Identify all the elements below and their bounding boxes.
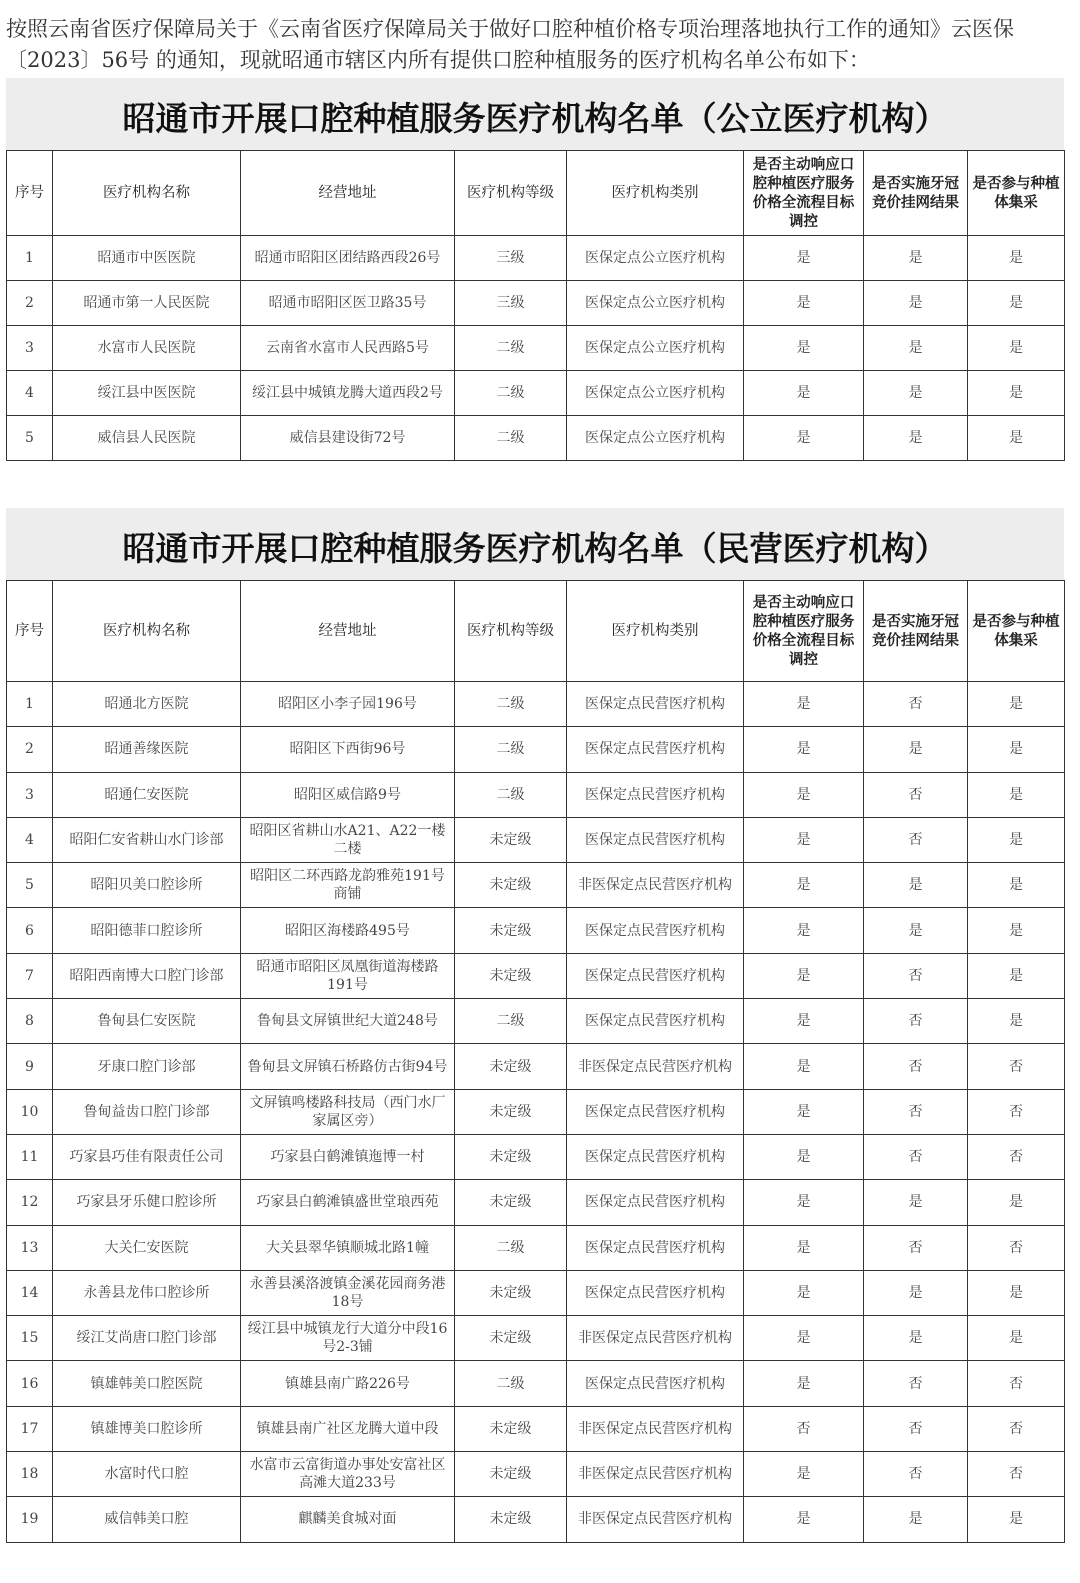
cell-name: 巧家县巧佳有限责任公司 xyxy=(53,1134,241,1179)
cell-category: 医保定点民营医疗机构 xyxy=(567,908,744,953)
table-row xyxy=(7,953,1065,998)
header-implant-procurement: 是否参与种植体集采 xyxy=(968,151,1065,236)
cell-implant-procurement: 是 xyxy=(968,1180,1065,1225)
table-row xyxy=(7,1497,1065,1542)
table-row xyxy=(7,1134,1065,1179)
cell-crown-bidding: 否 xyxy=(864,1089,968,1134)
table-row xyxy=(7,999,1065,1044)
cell-crown-bidding: 否 xyxy=(864,953,968,998)
cell-implant-procurement: 否 xyxy=(968,1134,1065,1179)
cell-name: 永善县龙伟口腔诊所 xyxy=(53,1270,241,1315)
intro-paragraph: 按照云南省医疗保障局关于《云南省医疗保障局关于做好口腔种植价格专项治理落地执行工作的通知》云医保〔2023〕56号 的通知，现就昭通市辖区内所有提供口腔种植服务的医疗机构名单公布如下： xyxy=(6,17,1014,72)
cell-price-control: 是 xyxy=(744,1497,864,1542)
cell-address: 绥江县中城镇龙行大道分中段16号2-3铺 xyxy=(241,1316,455,1361)
cell-name: 镇雄博美口腔诊所 xyxy=(53,1406,241,1451)
cell-name: 昭通北方医院 xyxy=(53,682,241,727)
cell-crown-bidding: 否 xyxy=(864,999,968,1044)
cell-crown-bidding: 否 xyxy=(864,772,968,817)
cell-implant-procurement: 是 xyxy=(968,326,1065,371)
cell-address: 昭通市昭阳区凤凰街道海楼路191号 xyxy=(241,953,455,998)
cell-category: 医保定点民营医疗机构 xyxy=(567,772,744,817)
cell-price-control: 是 xyxy=(744,1180,864,1225)
cell-crown-bidding: 否 xyxy=(864,1406,968,1451)
cell-index: 10 xyxy=(7,1089,53,1134)
cell-crown-bidding: 否 xyxy=(864,1361,968,1406)
cell-name: 昭阳德菲口腔诊所 xyxy=(53,908,241,953)
table-row xyxy=(7,236,1065,281)
cell-address: 巧家县白鹤滩镇盛世堂琅西苑 xyxy=(241,1180,455,1225)
cell-name: 牙康口腔门诊部 xyxy=(53,1044,241,1089)
cell-price-control: 是 xyxy=(744,1452,864,1497)
cell-level: 未定级 xyxy=(455,1316,567,1361)
cell-index: 3 xyxy=(7,326,53,371)
cell-level: 二级 xyxy=(455,772,567,817)
cell-level: 二级 xyxy=(455,682,567,727)
cell-level: 二级 xyxy=(455,1225,567,1270)
cell-index: 5 xyxy=(7,416,53,461)
cell-address: 昭阳区海楼路495号 xyxy=(241,908,455,953)
table-header-row xyxy=(7,581,1065,682)
cell-crown-bidding: 否 xyxy=(864,1225,968,1270)
header-name: 医疗机构名称 xyxy=(53,581,241,682)
cell-implant-procurement: 否 xyxy=(968,1361,1065,1406)
cell-index: 13 xyxy=(7,1225,53,1270)
cell-implant-procurement: 否 xyxy=(968,1225,1065,1270)
cell-address: 绥江县中城镇龙腾大道西段2号 xyxy=(241,371,455,416)
cell-crown-bidding: 是 xyxy=(864,236,968,281)
cell-level: 未定级 xyxy=(455,1406,567,1451)
cell-crown-bidding: 是 xyxy=(864,326,968,371)
header-address: 经营地址 xyxy=(241,581,455,682)
cell-category: 医保定点民营医疗机构 xyxy=(567,1089,744,1134)
header-implant-procurement: 是否参与种植体集采 xyxy=(968,581,1065,682)
cell-category: 医保定点民营医疗机构 xyxy=(567,727,744,772)
cell-implant-procurement: 是 xyxy=(968,416,1065,461)
header-level: 医疗机构等级 xyxy=(455,151,567,236)
cell-category: 非医保定点民营医疗机构 xyxy=(567,1406,744,1451)
table-row xyxy=(7,682,1065,727)
header-name: 医疗机构名称 xyxy=(53,151,241,236)
cell-address: 昭阳区下西街96号 xyxy=(241,727,455,772)
cell-index: 1 xyxy=(7,682,53,727)
cell-name: 昭阳西南博大口腔门诊部 xyxy=(53,953,241,998)
table-row xyxy=(7,326,1065,371)
cell-category: 医保定点民营医疗机构 xyxy=(567,682,744,727)
cell-price-control: 是 xyxy=(744,908,864,953)
table-row xyxy=(7,1316,1065,1361)
table-header-row xyxy=(7,151,1065,236)
cell-address: 昭阳区二环西路龙韵雅苑191号商铺 xyxy=(241,863,455,908)
header-level: 医疗机构等级 xyxy=(455,581,567,682)
cell-price-control: 是 xyxy=(744,1316,864,1361)
cell-price-control: 是 xyxy=(744,1044,864,1089)
cell-crown-bidding: 是 xyxy=(864,1270,968,1315)
cell-level: 二级 xyxy=(455,371,567,416)
cell-index: 11 xyxy=(7,1134,53,1179)
table-row xyxy=(7,1225,1065,1270)
cell-name: 昭通仁安医院 xyxy=(53,772,241,817)
table-body-public xyxy=(7,236,1065,461)
header-price-control: 是否主动响应口腔种植医疗服务价格全流程目标调控 xyxy=(744,151,864,236)
cell-level: 二级 xyxy=(455,326,567,371)
cell-implant-procurement: 否 xyxy=(968,1406,1065,1451)
cell-crown-bidding: 是 xyxy=(864,1316,968,1361)
cell-implant-procurement: 是 xyxy=(968,281,1065,326)
cell-name: 鲁甸益齿口腔门诊部 xyxy=(53,1089,241,1134)
cell-crown-bidding: 是 xyxy=(864,281,968,326)
cell-category: 非医保定点民营医疗机构 xyxy=(567,1316,744,1361)
table-row xyxy=(7,727,1065,772)
cell-level: 未定级 xyxy=(455,1089,567,1134)
cell-crown-bidding: 否 xyxy=(864,1134,968,1179)
cell-implant-procurement: 是 xyxy=(968,863,1065,908)
cell-address: 昭通市昭阳区团结路西段26号 xyxy=(241,236,455,281)
cell-level: 三级 xyxy=(455,236,567,281)
cell-level: 未定级 xyxy=(455,953,567,998)
cell-crown-bidding: 是 xyxy=(864,727,968,772)
cell-address: 鲁甸县文屏镇石桥路仿古街94号 xyxy=(241,1044,455,1089)
cell-address: 昭阳区小李子园196号 xyxy=(241,682,455,727)
table-row xyxy=(7,1361,1065,1406)
cell-implant-procurement: 是 xyxy=(968,371,1065,416)
cell-name: 昭阳贝美口腔诊所 xyxy=(53,863,241,908)
cell-category: 医保定点公立医疗机构 xyxy=(567,326,744,371)
cell-category: 非医保定点民营医疗机构 xyxy=(567,1497,744,1542)
cell-category: 医保定点民营医疗机构 xyxy=(567,1134,744,1179)
table-row xyxy=(7,371,1065,416)
cell-implant-procurement: 是 xyxy=(968,908,1065,953)
cell-implant-procurement: 是 xyxy=(968,682,1065,727)
cell-name: 昭通善缘医院 xyxy=(53,727,241,772)
header-crown-bidding: 是否实施牙冠竞价挂网结果 xyxy=(864,581,968,682)
cell-name: 昭通市第一人民医院 xyxy=(53,281,241,326)
cell-crown-bidding: 是 xyxy=(864,416,968,461)
cell-level: 未定级 xyxy=(455,1134,567,1179)
cell-category: 医保定点民营医疗机构 xyxy=(567,1361,744,1406)
table-body-private xyxy=(7,682,1065,1543)
cell-index: 3 xyxy=(7,772,53,817)
table-row xyxy=(7,1406,1065,1451)
cell-category: 非医保定点民营医疗机构 xyxy=(567,1452,744,1497)
cell-category: 医保定点民营医疗机构 xyxy=(567,817,744,862)
cell-price-control: 是 xyxy=(744,772,864,817)
cell-price-control: 是 xyxy=(744,281,864,326)
header-address: 经营地址 xyxy=(241,151,455,236)
cell-price-control: 否 xyxy=(744,1406,864,1451)
cell-level: 二级 xyxy=(455,727,567,772)
cell-address: 镇雄县南广路226号 xyxy=(241,1361,455,1406)
table-row xyxy=(7,817,1065,862)
cell-category: 医保定点公立医疗机构 xyxy=(567,236,744,281)
cell-index: 8 xyxy=(7,999,53,1044)
cell-crown-bidding: 是 xyxy=(864,1497,968,1542)
cell-crown-bidding: 是 xyxy=(864,908,968,953)
cell-index: 1 xyxy=(7,236,53,281)
cell-implant-procurement: 是 xyxy=(968,236,1065,281)
table-row xyxy=(7,281,1065,326)
cell-index: 12 xyxy=(7,1180,53,1225)
cell-address: 威信县建设街72号 xyxy=(241,416,455,461)
header-price-control: 是否主动响应口腔种植医疗服务价格全流程目标调控 xyxy=(744,581,864,682)
cell-name: 威信韩美口腔 xyxy=(53,1497,241,1542)
table-row xyxy=(7,772,1065,817)
cell-price-control: 是 xyxy=(744,416,864,461)
cell-category: 医保定点民营医疗机构 xyxy=(567,1270,744,1315)
cell-category: 非医保定点民营医疗机构 xyxy=(567,863,744,908)
cell-level: 未定级 xyxy=(455,863,567,908)
cell-price-control: 是 xyxy=(744,953,864,998)
cell-price-control: 是 xyxy=(744,1361,864,1406)
table-row xyxy=(7,1270,1065,1315)
cell-index: 7 xyxy=(7,953,53,998)
table-row xyxy=(7,1044,1065,1089)
cell-level: 未定级 xyxy=(455,1180,567,1225)
cell-index: 19 xyxy=(7,1497,53,1542)
section-title-private: 昭通市开展口腔种植服务医疗机构名单（民营医疗机构） xyxy=(6,514,1064,584)
cell-level: 未定级 xyxy=(455,1270,567,1315)
cell-address: 镇雄县南广社区龙腾大道中段 xyxy=(241,1406,455,1451)
cell-crown-bidding: 是 xyxy=(864,863,968,908)
cell-name: 威信县人民医院 xyxy=(53,416,241,461)
cell-address: 云南省水富市人民西路5号 xyxy=(241,326,455,371)
cell-category: 医保定点民营医疗机构 xyxy=(567,1225,744,1270)
cell-crown-bidding: 否 xyxy=(864,1044,968,1089)
cell-index: 5 xyxy=(7,863,53,908)
cell-price-control: 是 xyxy=(744,1225,864,1270)
cell-crown-bidding: 是 xyxy=(864,1180,968,1225)
cell-index: 2 xyxy=(7,281,53,326)
cell-category: 医保定点公立医疗机构 xyxy=(567,371,744,416)
cell-level: 未定级 xyxy=(455,1044,567,1089)
cell-level: 二级 xyxy=(455,999,567,1044)
cell-address: 巧家县白鹤滩镇迤博一村 xyxy=(241,1134,455,1179)
cell-category: 医保定点民营医疗机构 xyxy=(567,999,744,1044)
cell-category: 非医保定点民营医疗机构 xyxy=(567,1044,744,1089)
cell-price-control: 是 xyxy=(744,999,864,1044)
cell-price-control: 是 xyxy=(744,1270,864,1315)
table-row xyxy=(7,908,1065,953)
cell-price-control: 是 xyxy=(744,863,864,908)
cell-crown-bidding: 否 xyxy=(864,1452,968,1497)
cell-implant-procurement: 否 xyxy=(968,1452,1065,1497)
cell-crown-bidding: 是 xyxy=(864,371,968,416)
cell-index: 2 xyxy=(7,727,53,772)
cell-name: 绥江艾尚唐口腔门诊部 xyxy=(53,1316,241,1361)
header-crown-bidding: 是否实施牙冠竞价挂网结果 xyxy=(864,151,968,236)
cell-level: 未定级 xyxy=(455,817,567,862)
cell-category: 医保定点公立医疗机构 xyxy=(567,416,744,461)
cell-index: 9 xyxy=(7,1044,53,1089)
cell-name: 昭阳仁安省耕山水门诊部 xyxy=(53,817,241,862)
cell-index: 4 xyxy=(7,817,53,862)
cell-implant-procurement: 否 xyxy=(968,1044,1065,1089)
table-row xyxy=(7,416,1065,461)
cell-level: 三级 xyxy=(455,281,567,326)
cell-implant-procurement: 是 xyxy=(968,772,1065,817)
cell-implant-procurement: 否 xyxy=(968,1089,1065,1134)
cell-name: 昭通市中医医院 xyxy=(53,236,241,281)
cell-implant-procurement: 是 xyxy=(968,817,1065,862)
table-row xyxy=(7,1089,1065,1134)
cell-index: 14 xyxy=(7,1270,53,1315)
cell-crown-bidding: 否 xyxy=(864,682,968,727)
cell-address: 鲁甸县文屏镇世纪大道248号 xyxy=(241,999,455,1044)
cell-address: 水富市云富街道办事处安富社区高滩大道233号 xyxy=(241,1452,455,1497)
cell-crown-bidding: 否 xyxy=(864,817,968,862)
cell-price-control: 是 xyxy=(744,682,864,727)
section-title-public: 昭通市开展口腔种植服务医疗机构名单（公立医疗机构） xyxy=(6,84,1064,154)
cell-implant-procurement: 是 xyxy=(968,953,1065,998)
cell-category: 医保定点公立医疗机构 xyxy=(567,281,744,326)
cell-index: 4 xyxy=(7,371,53,416)
cell-level: 未定级 xyxy=(455,1452,567,1497)
table-private-institutions xyxy=(6,580,1065,1543)
cell-price-control: 是 xyxy=(744,371,864,416)
cell-address: 昭阳区威信路9号 xyxy=(241,772,455,817)
cell-level: 未定级 xyxy=(455,908,567,953)
cell-index: 16 xyxy=(7,1361,53,1406)
cell-address: 昭阳区省耕山水A21、A22一楼二楼 xyxy=(241,817,455,862)
cell-level: 二级 xyxy=(455,416,567,461)
cell-category: 医保定点民营医疗机构 xyxy=(567,953,744,998)
cell-price-control: 是 xyxy=(744,1089,864,1134)
cell-implant-procurement: 是 xyxy=(968,1497,1065,1542)
cell-index: 15 xyxy=(7,1316,53,1361)
cell-price-control: 是 xyxy=(744,236,864,281)
cell-name: 水富时代口腔 xyxy=(53,1452,241,1497)
cell-index: 6 xyxy=(7,908,53,953)
cell-address: 文屏镇鸣楼路科技局（西门水厂家属区旁） xyxy=(241,1089,455,1134)
cell-index: 17 xyxy=(7,1406,53,1451)
table-public-institutions xyxy=(6,150,1065,461)
cell-price-control: 是 xyxy=(744,1134,864,1179)
cell-implant-procurement: 是 xyxy=(968,1270,1065,1315)
cell-level: 二级 xyxy=(455,1361,567,1406)
cell-implant-procurement: 是 xyxy=(968,999,1065,1044)
cell-name: 绥江县中医医院 xyxy=(53,371,241,416)
cell-address: 昭通市昭阳区医卫路35号 xyxy=(241,281,455,326)
cell-address: 麒麟美食城对面 xyxy=(241,1497,455,1542)
cell-index: 18 xyxy=(7,1452,53,1497)
header-index: 序号 xyxy=(7,581,53,682)
cell-category: 医保定点民营医疗机构 xyxy=(567,1180,744,1225)
table-row xyxy=(7,1180,1065,1225)
cell-implant-procurement: 是 xyxy=(968,1316,1065,1361)
cell-level: 未定级 xyxy=(455,1497,567,1542)
header-category: 医疗机构类别 xyxy=(567,581,744,682)
table-row xyxy=(7,863,1065,908)
cell-address: 大关县翠华镇顺城北路1幢 xyxy=(241,1225,455,1270)
header-category: 医疗机构类别 xyxy=(567,151,744,236)
cell-name: 镇雄韩美口腔医院 xyxy=(53,1361,241,1406)
cell-name: 大关仁安医院 xyxy=(53,1225,241,1270)
table-row xyxy=(7,1452,1065,1497)
cell-address: 永善县溪洛渡镇金溪花园商务港18号 xyxy=(241,1270,455,1315)
header-index: 序号 xyxy=(7,151,53,236)
cell-name: 巧家县牙乐健口腔诊所 xyxy=(53,1180,241,1225)
cell-implant-procurement: 是 xyxy=(968,727,1065,772)
cell-price-control: 是 xyxy=(744,817,864,862)
cell-price-control: 是 xyxy=(744,326,864,371)
cell-name: 水富市人民医院 xyxy=(53,326,241,371)
cell-price-control: 是 xyxy=(744,727,864,772)
cell-name: 鲁甸县仁安医院 xyxy=(53,999,241,1044)
